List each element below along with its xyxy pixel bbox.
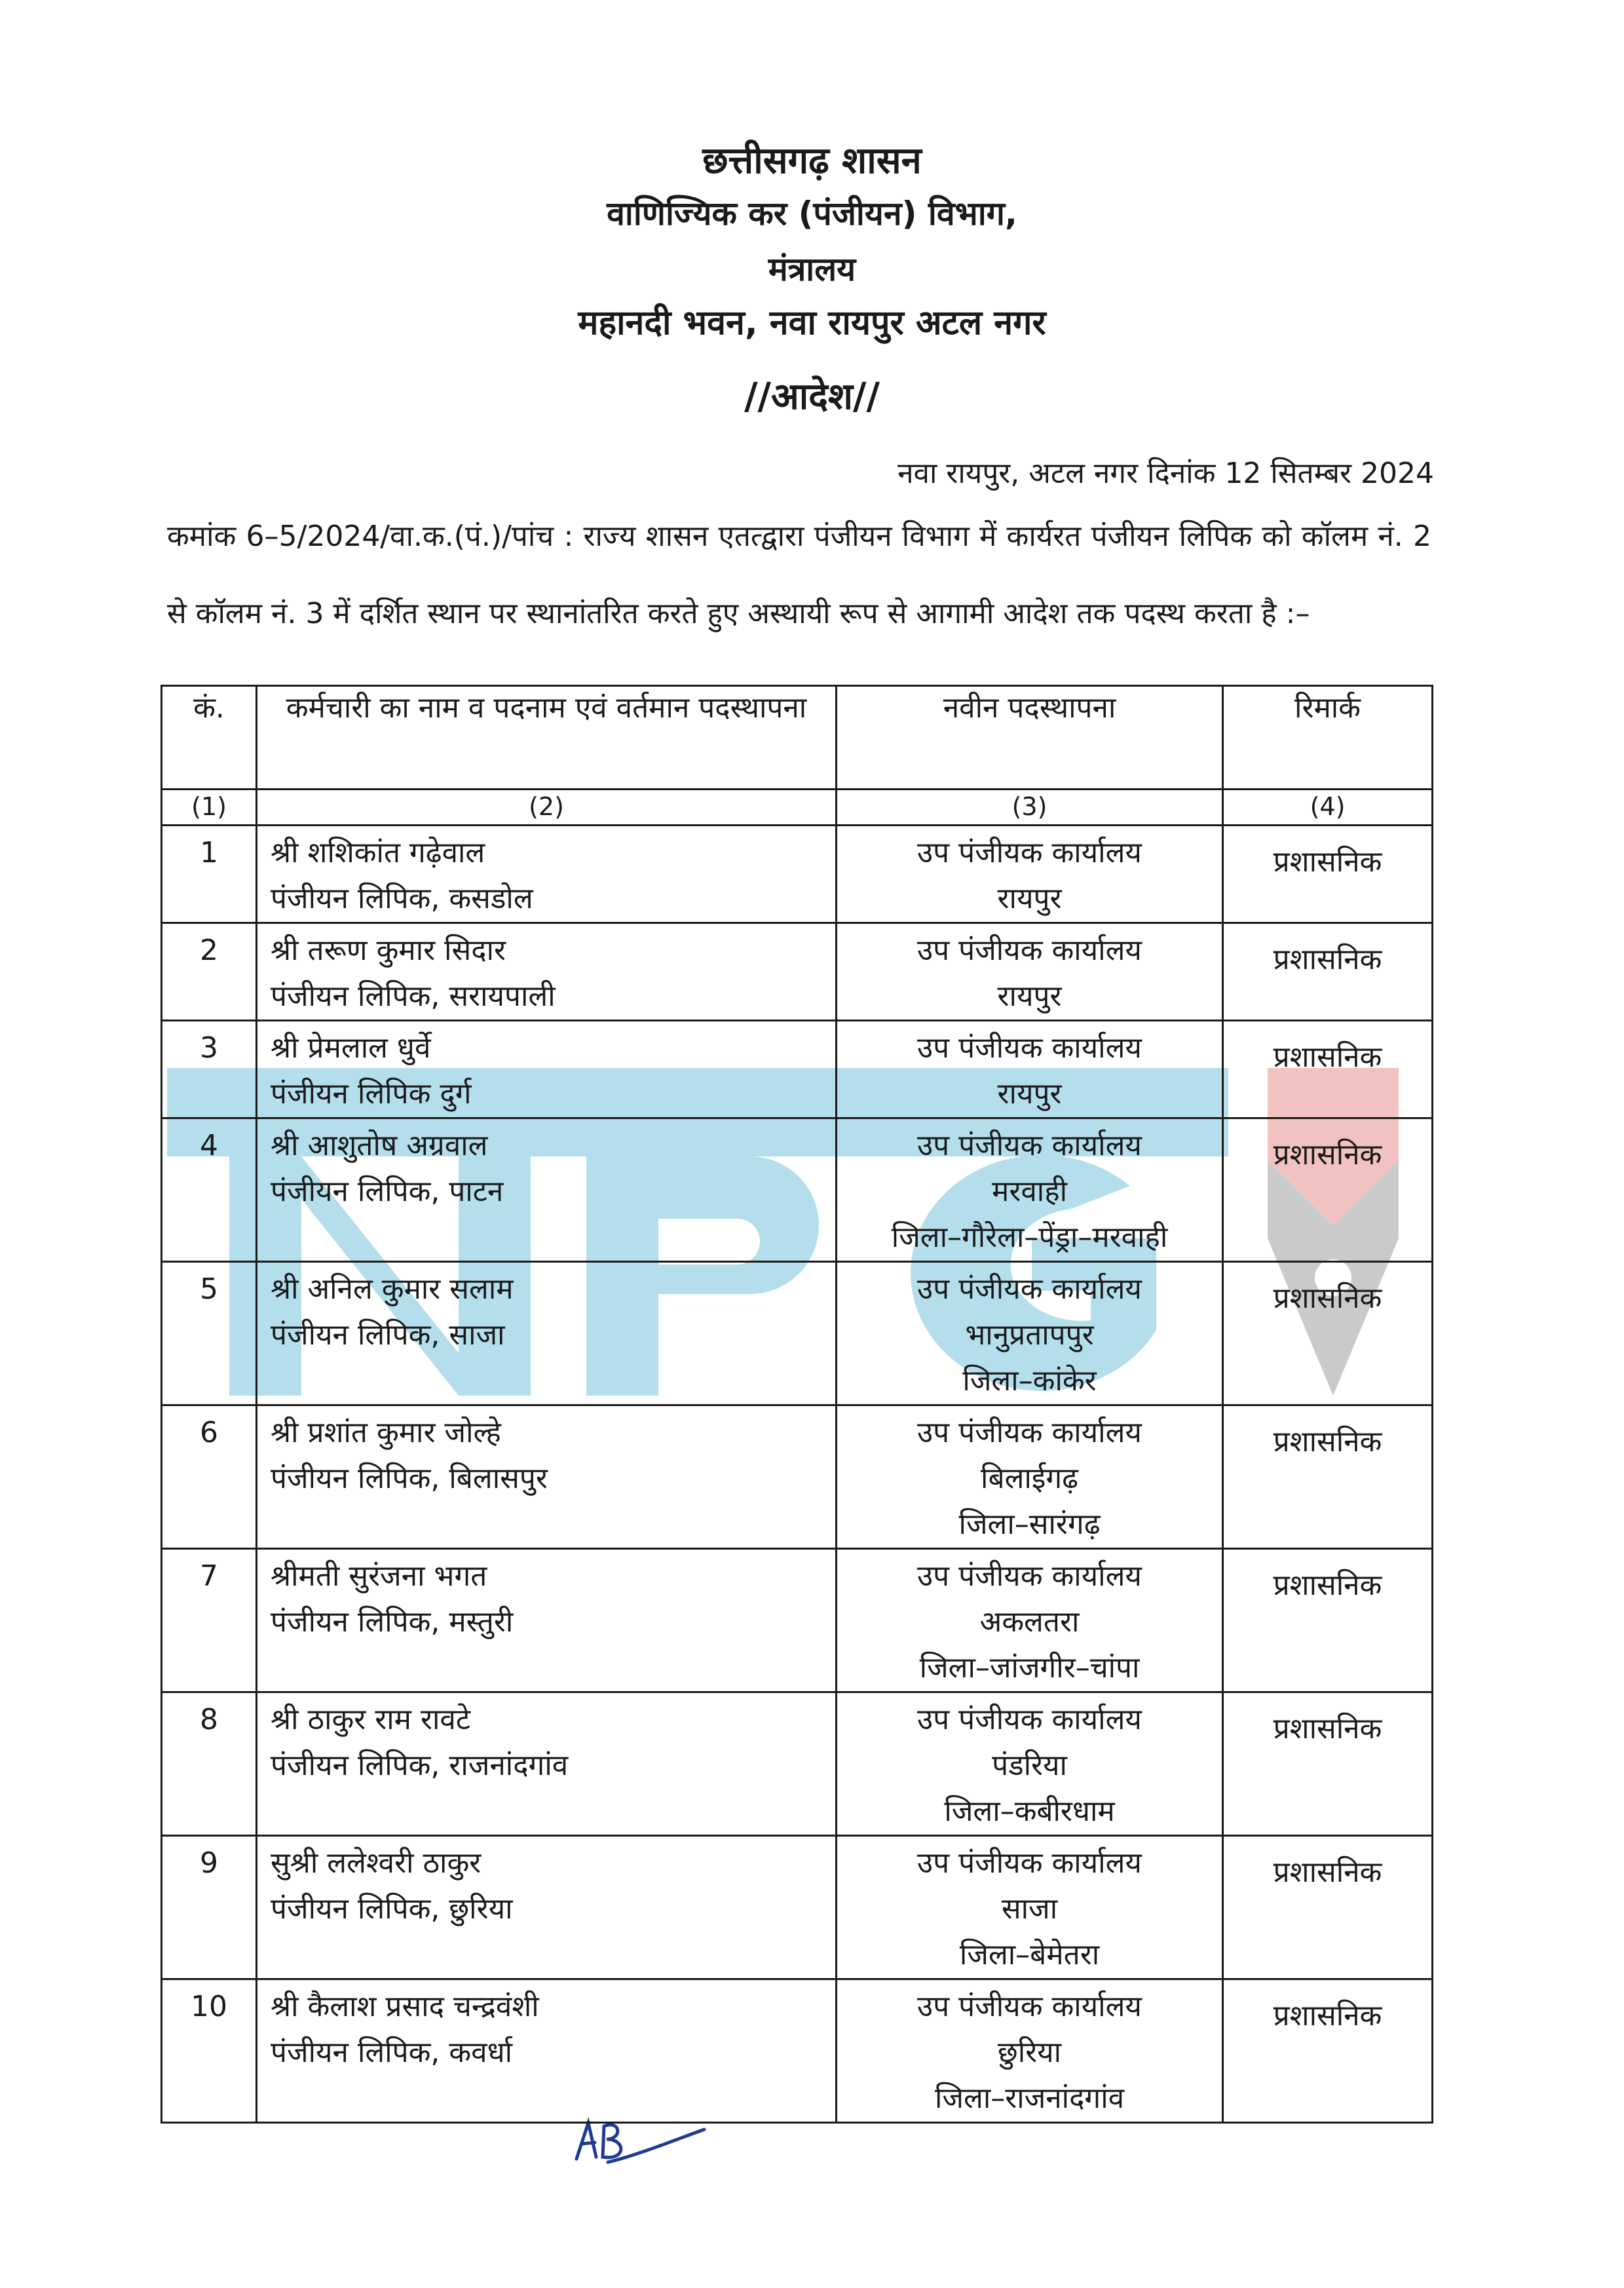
employee-name: श्री प्रशांत कुमार जोल्हे: [271, 1416, 501, 1449]
posting-place: रायपुर: [997, 980, 1062, 1013]
posting-place: अकलतरा: [979, 1605, 1080, 1639]
table-row: [162, 1118, 1433, 1262]
new-posting-cell: [837, 1836, 1223, 1979]
new-posting-cell: [837, 1021, 1223, 1118]
posting-office: उप पंजीयक कार्यालय: [917, 1031, 1142, 1065]
employee-designation: पंजीयन लिपिक दुर्ग: [271, 1077, 472, 1111]
posting-district: जिला–राजनांदगांव: [934, 2082, 1125, 2115]
employee-cell: [257, 1021, 837, 1118]
header-remark: रिमार्क: [1223, 686, 1433, 790]
posting-office: उप पंजीयक कार्यालय: [917, 1272, 1142, 1306]
table-row: [162, 923, 1433, 1021]
employee-designation: पंजीयन लिपिक, राजनांदगांव: [271, 1749, 569, 1782]
posting-district: जिला–बेमेतरा: [959, 1938, 1100, 1972]
remark: प्रशासनिक: [1223, 1405, 1433, 1549]
serial-number: 2: [162, 923, 257, 1021]
employee-cell: [257, 1692, 837, 1836]
column-number: (3): [837, 790, 1223, 826]
table-row: [162, 1692, 1433, 1836]
table-row: [162, 826, 1433, 923]
posting-place: साजा: [1001, 1892, 1058, 1926]
posting-district: जिला–जांजगीर–चांपा: [919, 1651, 1140, 1685]
date-line: नवा रायपुर, अटल नगर दिनांक 12 सितम्बर 2024: [897, 457, 1434, 490]
posting-place: बिलाईगढ़: [981, 1462, 1078, 1495]
employee-designation: पंजीयन लिपिक, मस्तुरी: [271, 1605, 514, 1639]
column-number: (2): [257, 790, 837, 826]
new-posting-cell: [837, 1118, 1223, 1262]
new-posting-cell: [837, 1405, 1223, 1549]
employee-designation: पंजीयन लिपिक, छुरिया: [271, 1892, 513, 1926]
employee-name: श्री तरूण कुमार सिदार: [271, 934, 506, 967]
serial-number: 7: [162, 1549, 257, 1692]
employee-designation: पंजीयन लिपिक, कवर्धा: [271, 2036, 513, 2069]
header-new-posting: नवीन पदस्थापना: [837, 686, 1223, 790]
posting-place: मरवाही: [992, 1175, 1067, 1208]
employee-name: श्री कैलाश प्रसाद चन्द्रवंशी: [271, 1990, 539, 2023]
department-name: वाणिज्यिक कर (पंजीयन) विभाग,: [607, 195, 1017, 233]
remark: प्रशासनिक: [1223, 1118, 1433, 1262]
new-posting-cell: [837, 826, 1223, 923]
new-posting-cell: [837, 1979, 1223, 2123]
employee-name: श्री प्रेमलाल धुर्वे: [271, 1031, 431, 1065]
employee-designation: पंजीयन लिपिक, साजा: [271, 1318, 505, 1352]
remark: प्रशासनिक: [1223, 1262, 1433, 1405]
employee-cell: [257, 923, 837, 1021]
posting-place: पंडरिया: [992, 1749, 1067, 1782]
employee-cell: [257, 1262, 837, 1405]
employee-designation: पंजीयन लिपिक, बिलासपुर: [271, 1462, 548, 1495]
table-row: [162, 1405, 1433, 1549]
posting-office: उप पंजीयक कार्यालय: [917, 1416, 1142, 1449]
office-address: महानदी भवन, नवा रायपुर अटल नगर: [578, 303, 1046, 343]
posting-office: उप पंजीयक कार्यालय: [917, 934, 1142, 967]
employee-cell: [257, 826, 837, 923]
order-title: //आदेश//: [744, 375, 880, 418]
column-number: (1): [162, 790, 257, 826]
employee-name: श्री ठाकुर राम रावटे: [271, 1703, 470, 1736]
posting-place: रायपुर: [997, 1077, 1062, 1111]
ministry-name: मंत्रालय: [768, 250, 856, 288]
posting-office: उप पंजीयक कार्यालय: [917, 836, 1142, 869]
remark: प्रशासनिक: [1223, 1021, 1433, 1118]
posting-office: उप पंजीयक कार्यालय: [917, 1990, 1142, 2023]
new-posting-cell: [837, 1692, 1223, 1836]
column-number-row: [162, 790, 1433, 826]
posting-office: उप पंजीयक कार्यालय: [917, 1703, 1142, 1736]
new-posting-cell: [837, 923, 1223, 1021]
table-row: [162, 1021, 1433, 1118]
serial-number: 3: [162, 1021, 257, 1118]
employee-designation: पंजीयन लिपिक, सरायपाली: [271, 980, 556, 1013]
posting-office: उप पंजीयक कार्यालय: [917, 1846, 1142, 1880]
employee-name: सुश्री ललेश्वरी ठाकुर: [271, 1846, 482, 1880]
new-posting-cell: [837, 1262, 1223, 1405]
employee-cell: [257, 1979, 837, 2123]
table-row: [162, 1979, 1433, 2123]
header-serial: कं.: [162, 686, 257, 790]
posting-office: उप पंजीयक कार्यालय: [917, 1559, 1142, 1593]
remark: प्रशासनिक: [1223, 1692, 1433, 1836]
posting-place: भानुप्रतापपुर: [965, 1318, 1094, 1352]
posting-district: जिला–गौरेला–पेंड्रा–मरवाही: [891, 1221, 1168, 1254]
posting-place: छुरिया: [997, 2036, 1062, 2069]
posting-district: जिला–कबीरधाम: [944, 1795, 1115, 1828]
employee-cell: [257, 1836, 837, 1979]
remark: प्रशासनिक: [1223, 1979, 1433, 2123]
table-header-row: [162, 686, 1433, 790]
employee-cell: [257, 1405, 837, 1549]
remark: प्रशासनिक: [1223, 923, 1433, 1021]
transfer-table: [161, 685, 1433, 2124]
serial-number: 4: [162, 1118, 257, 1262]
employee-name: श्री अनिल कुमार सलाम: [271, 1272, 514, 1306]
posting-place: रायपुर: [997, 882, 1062, 915]
remark: प्रशासनिक: [1223, 1836, 1433, 1979]
serial-number: 10: [162, 1979, 257, 2123]
employee-designation: पंजीयन लिपिक, पाटन: [271, 1175, 504, 1208]
employee-cell: [257, 1549, 837, 1692]
remark: प्रशासनिक: [1223, 826, 1433, 923]
employee-name: श्री शशिकांत गढ़ेवाल: [271, 836, 485, 869]
order-intro-paragraph: कमांक 6–5/2024/वा.क.(पं.)/पांच : राज्य शासन एतत्द्वारा पंजीयन विभाग में कार्यरत पंजीयन लिपिक को कॉलम नं. 2 से कॉलम नं. 3 में दर्शित स्थान पर स्थानांतरित करते हुए अस्थायी रूप से आगामी आदेश तक पदस्थ करता है :–: [167, 520, 1431, 630]
posting-district: जिला–सारंगढ़: [958, 1508, 1101, 1541]
posting-district: जिला–कांकेर: [962, 1364, 1097, 1398]
table-row: [162, 1836, 1433, 1979]
table-row: [162, 1549, 1433, 1692]
employee-cell: [257, 1118, 837, 1262]
table-row: [162, 1262, 1433, 1405]
employee-name: श्रीमती सुरंजना भगत: [271, 1559, 487, 1593]
serial-number: 6: [162, 1405, 257, 1549]
serial-number: 1: [162, 826, 257, 923]
serial-number: 5: [162, 1262, 257, 1405]
new-posting-cell: [837, 1549, 1223, 1692]
column-number: (4): [1223, 790, 1433, 826]
posting-office: उप पंजीयक कार्यालय: [917, 1129, 1142, 1162]
remark: प्रशासनिक: [1223, 1549, 1433, 1692]
serial-number: 9: [162, 1836, 257, 1979]
government-name: छत्तीसगढ़ शासन: [702, 140, 922, 182]
serial-number: 8: [162, 1692, 257, 1836]
employee-name: श्री आशुतोष अग्रवाल: [271, 1129, 488, 1162]
header-employee: कर्मचारी का नाम व पदनाम एवं वर्तमान पदस्थापना: [257, 686, 837, 790]
employee-designation: पंजीयन लिपिक, कसडोल: [271, 882, 533, 915]
